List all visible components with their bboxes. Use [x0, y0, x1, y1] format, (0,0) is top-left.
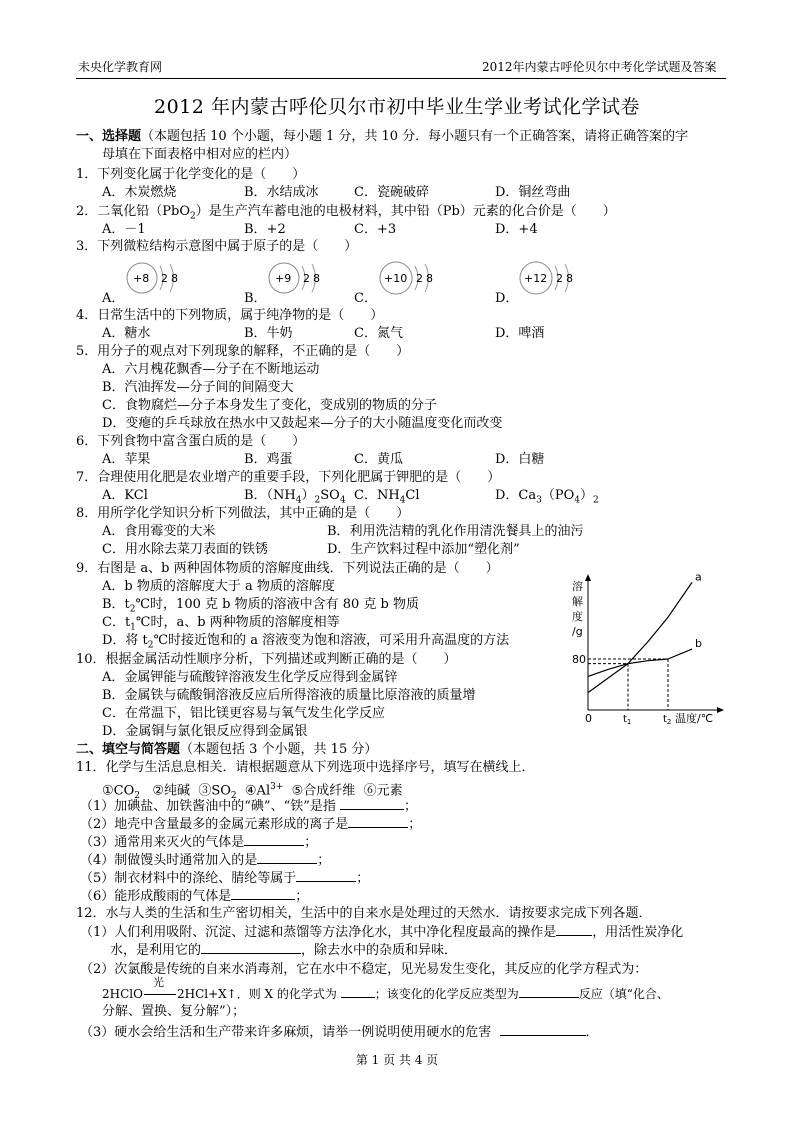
q6-option-b: B．鸡蛋 [244, 452, 293, 467]
solubility-chart [558, 572, 728, 724]
q4-stem: 4．日常生活中的下列物质，属于纯净物的是（ ） [76, 308, 384, 323]
q12-eq-arrow [143, 976, 177, 1003]
q7-stem: 7．合理使用化肥是农业增产的重要手段，下列化肥属于钾肥的是（ ） [76, 470, 501, 485]
q12-p3-end: ． [585, 1025, 599, 1040]
q8-option-c: C．用水除去菜刀表面的铁锈 [102, 542, 268, 557]
q6-option-d: D．白糖 [495, 452, 545, 467]
q5-option-a: A．六月槐花飘香—分子在不断地运动 [102, 362, 320, 377]
q11-p4-text: （4）制做馒头时通常加入的是 [80, 853, 258, 868]
atom-a-shell1: 2 [161, 272, 168, 285]
atom-diagram-b [262, 258, 332, 302]
section1-heading: 一、选择题 [76, 129, 142, 144]
q12-part1-cont [110, 941, 457, 960]
q11-p2-text: （2）地壳中含量最多的金属元素形成的离子是 [80, 817, 349, 832]
q2-option-c: C．+3 [354, 222, 397, 237]
atom-b-shell2: 8 [313, 272, 320, 285]
q12-part2-cont: 分解、置换、复分解”）； [102, 1004, 246, 1019]
q1-option-d: D．铜丝弯曲 [495, 185, 571, 200]
q12-p1d: ，除去水中的杂质和异味． [301, 943, 458, 958]
q2-subscript: 2 [190, 211, 196, 222]
q7-d-part3: ） [580, 488, 594, 503]
q11-part4 [80, 851, 330, 870]
q11-p6-text: （6）能形成酸雨的气体是 [80, 889, 232, 904]
q3-option-d: D． [495, 291, 519, 306]
q11-part2 [80, 815, 421, 834]
q12-stem: 12．水与人类的生活和生产密切相关，生活中的自来水是处理过的天然水．请按要求完成下列各题． [76, 906, 652, 921]
q1-option-c: C．瓷碗破碎 [354, 185, 429, 200]
q11-p2-blank[interactable] [348, 815, 408, 828]
y-axis-label-2: 解 [572, 595, 583, 608]
q11-opt4: ④Al [244, 783, 271, 799]
q7-c-part1: C．NH [354, 488, 400, 503]
q11-p5-semi: ； [356, 871, 370, 886]
q12-eq-right: 2HCl+X↑．则 X 的化学式为 [176, 987, 337, 1001]
q10-option-b: B．金属铁与硫酸铜溶液反应后所得溶液的质量比原溶液的质量增 [102, 688, 476, 703]
q7-b-sub1: 4 [295, 495, 302, 506]
x-axis-arrow [717, 707, 724, 713]
q11-p6-semi: ； [295, 889, 309, 904]
atom-diagram-a [120, 258, 190, 302]
q12-part2: （2）次氯酸是传统的自来水消毒剂，它在水中不稳定，见光易发生变化，其反应的化学方程式为： [80, 962, 648, 977]
atom-c-shell1: 2 [416, 272, 423, 285]
q9-c-part2: ℃时，a、b 两种物质的溶解度相等 [135, 615, 340, 630]
q9-c-part1: C．t [102, 615, 131, 630]
q11-part1 [80, 797, 417, 816]
q4-option-a: A．糖水 [102, 326, 151, 341]
q11-p6-blank[interactable] [231, 887, 295, 900]
q7-d-part2: （PO [541, 488, 575, 503]
q11-p3-text: （3）通常用来灭火的气体是 [80, 835, 245, 850]
atom-diagram-c [372, 258, 446, 302]
q11-part5 [80, 869, 369, 888]
q9-b-part1: B．t [102, 597, 130, 612]
q7-b-part1: B．（NH [244, 488, 296, 503]
q11-p2-semi: ； [408, 817, 422, 832]
q11-opt4-sup: 3+ [270, 782, 284, 792]
q4-option-b: B．牛奶 [244, 326, 293, 341]
header-left: 未央化学教育网 [78, 60, 163, 74]
q11-p3-semi: ； [304, 835, 318, 850]
q5-option-d: D．变瘪的乒乓球放在热水中又鼓起来—分子的大小随温度变化而改变 [102, 416, 503, 431]
y-axis-label-4: /g [572, 625, 583, 638]
x-axis-label: 温度/℃ [675, 712, 714, 724]
series-a-label: a [695, 572, 702, 584]
atom-b-shell1: 2 [303, 272, 310, 285]
q9-option-a: A．b 物质的溶解度大于 a 物质的溶解度 [102, 579, 335, 594]
q8-option-d: D．生产饮料过程中添加“塑化剂” [327, 542, 520, 557]
section2-intro [76, 741, 377, 759]
q11-opt3-sub: 2 [230, 790, 237, 801]
q12-p2-blank1[interactable] [341, 985, 375, 998]
q8-stem: 8．用所学化学知识分析下列做法，其中正确的是（ ） [76, 506, 410, 521]
q11-part3 [80, 833, 317, 852]
page-footer: 第 1 页 共 4 页 [355, 1053, 439, 1067]
x-tick-label-t2: $t_2$ [663, 714, 672, 724]
q9-d-part2: ℃时接近饱和的 a 溶液变为饱和溶液，可采用升高温度的方法 [153, 633, 510, 648]
q2-option-a: A．－1 [102, 222, 146, 237]
q11-p1-semi: ； [404, 799, 418, 814]
q11-opt3: ③SO [198, 783, 231, 799]
q12-p1-blank2[interactable] [201, 941, 301, 954]
q10-option-c: C．在常温下，铝比镁更容易与氧气发生化学反应 [102, 706, 385, 721]
header-right: 2012年内蒙古呼伦贝尔中考化学试题及答案 [482, 60, 717, 74]
atom-b-nucleus: +9 [275, 272, 292, 285]
q5-stem: 5．用分子的观点对下列现象的解释，不正确的是（ ） [76, 344, 410, 359]
q11-opt2: ②纯碱 [152, 783, 191, 799]
atom-d-nucleus: +12 [524, 272, 548, 285]
q1-option-b: B．水结成冰 [244, 185, 319, 200]
y-axis-label-1: 溶 [572, 580, 583, 593]
q4-option-c: C．氮气 [354, 326, 403, 341]
q9-d-sub: 2 [147, 640, 154, 651]
q7-b-sub3: 4 [339, 495, 346, 506]
q7-d-sub3: 2 [593, 495, 599, 506]
q9-b-part2: ℃时，100 克 b 物质的溶液中含有 80 克 b 物质 [135, 597, 419, 612]
q6-stem: 6．下列食物中富含蛋白质的是（ ） [76, 434, 306, 449]
atom-c-nucleus: +10 [384, 272, 408, 285]
header-divider [76, 78, 726, 79]
q8-option-a: A．食用霉变的大米 [102, 524, 216, 539]
atom-a-nucleus: +8 [133, 272, 150, 285]
q11-opt1: ①CO [102, 783, 135, 799]
q5-option-b: B．汽油挥发—分子间的间隔变大 [102, 380, 294, 395]
q2-option-b: B．+2 [244, 222, 286, 237]
series-b-label: b [695, 637, 702, 651]
section1-intro [76, 128, 688, 146]
atom-d-shell2: 8 [566, 272, 573, 285]
q10-option-a: A．金属钾能与硫酸锌溶液发生化学反应得到金属锌 [102, 670, 398, 685]
q12-eq-right2: ；该变化的化学反应类型为 [374, 987, 519, 1001]
q11-p5-text: （5）制衣材料中的涤纶、腈纶等属于 [80, 871, 297, 886]
atom-d-shell1: 2 [556, 272, 563, 285]
q12-equation [102, 976, 669, 1003]
q11-p4-semi: ； [317, 853, 331, 868]
atom-c-shell2: 8 [426, 272, 433, 285]
q12-eq-condition: 光 [152, 976, 164, 989]
q11-p4-blank[interactable] [257, 851, 317, 864]
q9-b-sub: 2 [129, 604, 136, 615]
q12-eq-left: 2HClO [102, 987, 143, 1001]
q12-p2-blank2[interactable] [519, 985, 579, 998]
x-tick-label-t1: $t_1$ [623, 714, 632, 724]
q6-option-a: A．苹果 [102, 452, 151, 467]
atom-diagram-d [512, 258, 586, 302]
section1-note2: 母填在下面表格中相对应的栏内） [102, 147, 298, 162]
series-a-line [588, 582, 692, 692]
q12-eq-right3: 反应（填“化合、 [578, 987, 669, 1001]
q7-b-part2: ） [301, 488, 315, 503]
page-title: 2012 年内蒙古呼伦贝尔市初中毕业生学业考试化学试卷 [154, 96, 640, 118]
q2-option-d: D．+4 [495, 222, 538, 237]
q5-option-c: C．食物腐烂—分子本身发生了变化，变成别的物质的分子 [102, 398, 437, 413]
q7-c-part2: Cl [405, 488, 420, 503]
q7-b-sub2: 2 [314, 495, 321, 506]
q11-opt1-sub: 2 [134, 790, 140, 801]
q2-stem-part1: 2．二氧化铅（PbO [76, 204, 190, 219]
q12-p3-blank[interactable] [500, 1023, 586, 1036]
q7-b-part3: SO [320, 488, 340, 503]
y-axis-label-3: 度 [572, 610, 583, 623]
q7-d-part1: D．Ca [495, 488, 537, 503]
q11-p1-text: （1）加碘盐、加铁酱油中的“碘”、“铁”是指 [80, 799, 336, 814]
q2-stem-part2: ）是生产汽车蓄电池的电极材料，其中铅（Pb）元素的化合价是（ ） [195, 204, 616, 219]
q11-opt6: ⑥元素 [363, 783, 403, 799]
q3-option-c: C． [354, 291, 377, 306]
q9-c-sub: 1 [130, 622, 136, 633]
q12-part1 [80, 923, 683, 942]
q1-option-a: A．木炭燃烧 [102, 185, 177, 200]
q11-p3-blank[interactable] [244, 833, 304, 846]
q7-d-sub2: 4 [574, 495, 580, 506]
q7-c-sub: 4 [399, 495, 406, 506]
q7-d-sub1: 3 [536, 495, 542, 506]
section2-note: （本题包括 3 个小题，共 15 分） [180, 742, 378, 757]
q1-stem: 1．下列变化属于化学变化的是（ ） [76, 167, 306, 182]
q8-option-b: B．利用洗洁精的乳化作用清洗餐具上的油污 [327, 524, 584, 539]
q11-stem: 11．化学与生活息息相关．请根据题意从下列选项中选择序号，填写在横线上． [76, 760, 535, 775]
section2-heading: 二、填空与简答题 [76, 742, 181, 757]
y-axis-arrow [585, 574, 591, 581]
q6-option-c: C．黄瓜 [354, 452, 403, 467]
q7-option-d [495, 487, 599, 510]
x-origin-label: 0 [585, 712, 592, 724]
q10-stem: 10．根据金属活动性顺序分析，下列描述或判断正确的是（ ） [76, 652, 457, 667]
q11-p5-blank[interactable] [296, 869, 356, 882]
q12-part3 [80, 1023, 599, 1042]
q12-p1b: ，用活性炭净化 [592, 925, 684, 940]
q12-p1-blank1[interactable] [556, 923, 592, 936]
atom-a-shell2: 8 [171, 272, 178, 285]
q11-opt5: ⑤合成纤维 [291, 783, 356, 799]
q11-part6 [80, 887, 308, 906]
section1-note1: （本题包括 10 个小题，每小题 1 分，共 10 分．每小题只有一个正确答案，请将正确答案的字 [141, 129, 689, 144]
q10-option-d: D．金属铜与氯化银反应得到金属银 [102, 724, 308, 739]
series-b-line [588, 649, 692, 676]
q7-option-a: A．KCl [102, 488, 148, 503]
q9-stem: 9．右图是 a、b 两种固体物质的溶解度曲线．下列说法正确的是（ ） [76, 561, 499, 576]
q12-p1a: （1）人们利用吸附、沉淀、过滤和蒸馏等方法净化水，其中净化程度最高的操作是 [80, 925, 557, 940]
q3-option-a: A． [102, 291, 125, 306]
q12-p3-text: （3）硬水会给生活和生产带来许多麻烦，请举一例说明使用硬水的危害 [80, 1025, 492, 1040]
y-tick-label-80: 80 [572, 653, 586, 666]
q12-p1c: 水，是利用它的 [110, 943, 202, 958]
q9-d-part1: D．将 t [102, 633, 148, 648]
q11-p1-blank[interactable] [340, 797, 404, 810]
q3-stem: 3．下列微粒结构示意图中属于原子的是（ ） [76, 239, 358, 254]
q3-option-b: B． [244, 291, 267, 306]
q4-option-d: D．啤酒 [495, 326, 545, 341]
